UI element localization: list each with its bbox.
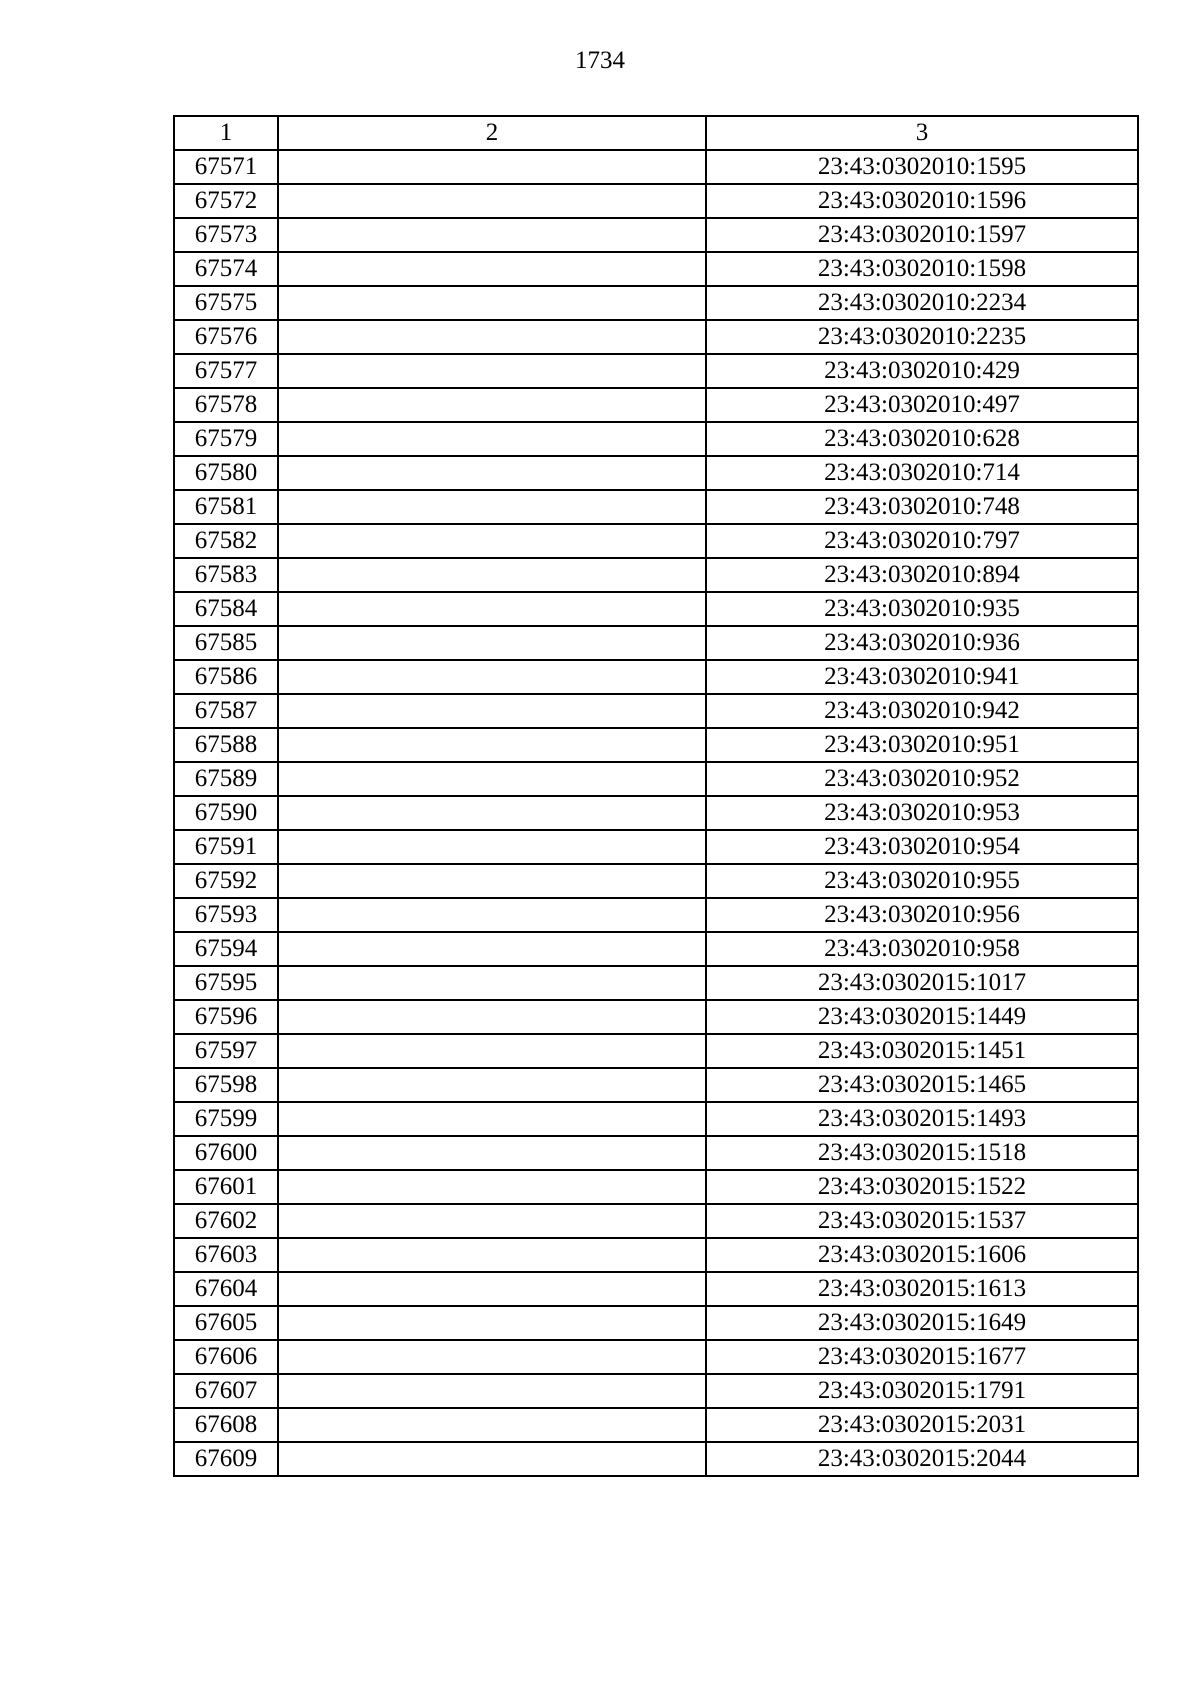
cadastral-number-cell: 23:43:0302010:748 bbox=[706, 490, 1138, 524]
column-2-cell bbox=[278, 762, 706, 796]
table-row bbox=[174, 1374, 1138, 1408]
row-number-cell: 67578 bbox=[174, 388, 278, 422]
table-row bbox=[174, 1170, 1138, 1204]
cadastral-number-cell: 23:43:0302010:958 bbox=[706, 932, 1138, 966]
row-number-cell: 67590 bbox=[174, 796, 278, 830]
column-2-cell bbox=[278, 1102, 706, 1136]
cadastral-number-cell: 23:43:0302010:628 bbox=[706, 422, 1138, 456]
cadastral-number-cell: 23:43:0302010:935 bbox=[706, 592, 1138, 626]
column-header-3: 3 bbox=[706, 116, 1138, 150]
table-row bbox=[174, 252, 1138, 286]
column-2-cell bbox=[278, 1408, 706, 1442]
column-2-cell bbox=[278, 660, 706, 694]
table-row bbox=[174, 524, 1138, 558]
row-number-cell: 67574 bbox=[174, 252, 278, 286]
cadastral-number-cell: 23:43:0302010:951 bbox=[706, 728, 1138, 762]
row-number-cell: 67605 bbox=[174, 1306, 278, 1340]
column-2-cell bbox=[278, 728, 706, 762]
column-header-1: 1 bbox=[174, 116, 278, 150]
table-row bbox=[174, 286, 1138, 320]
cadastral-number-cell: 23:43:0302015:1677 bbox=[706, 1340, 1138, 1374]
cadastral-number-cell: 23:43:0302015:1649 bbox=[706, 1306, 1138, 1340]
table-row bbox=[174, 1408, 1138, 1442]
row-number-cell: 67602 bbox=[174, 1204, 278, 1238]
column-2-cell bbox=[278, 864, 706, 898]
row-number-cell: 67608 bbox=[174, 1408, 278, 1442]
table-row bbox=[174, 1068, 1138, 1102]
row-number-cell: 67571 bbox=[174, 150, 278, 184]
cadastral-number-cell: 23:43:0302010:936 bbox=[706, 626, 1138, 660]
table-row bbox=[174, 490, 1138, 524]
table-header bbox=[174, 116, 1138, 150]
table-row bbox=[174, 1272, 1138, 1306]
cadastral-number-cell: 23:43:0302015:1613 bbox=[706, 1272, 1138, 1306]
column-2-cell bbox=[278, 388, 706, 422]
column-header-2: 2 bbox=[278, 116, 706, 150]
cadastral-number-cell: 23:43:0302015:2044 bbox=[706, 1442, 1138, 1476]
cadastral-table bbox=[173, 115, 1139, 1477]
cadastral-number-cell: 23:43:0302010:797 bbox=[706, 524, 1138, 558]
cadastral-number-cell: 23:43:0302010:942 bbox=[706, 694, 1138, 728]
cadastral-number-cell: 23:43:0302010:1596 bbox=[706, 184, 1138, 218]
table-row bbox=[174, 864, 1138, 898]
table-row bbox=[174, 218, 1138, 252]
column-2-cell bbox=[278, 1136, 706, 1170]
column-2-cell bbox=[278, 592, 706, 626]
table-row bbox=[174, 354, 1138, 388]
cadastral-number-cell: 23:43:0302010:954 bbox=[706, 830, 1138, 864]
row-number-cell: 67589 bbox=[174, 762, 278, 796]
row-number-cell: 67606 bbox=[174, 1340, 278, 1374]
table-row bbox=[174, 592, 1138, 626]
cadastral-number-cell: 23:43:0302015:1518 bbox=[706, 1136, 1138, 1170]
row-number-cell: 67598 bbox=[174, 1068, 278, 1102]
column-2-cell bbox=[278, 320, 706, 354]
table-row bbox=[174, 796, 1138, 830]
row-number-cell: 67588 bbox=[174, 728, 278, 762]
row-number-cell: 67595 bbox=[174, 966, 278, 1000]
table-row bbox=[174, 762, 1138, 796]
table-row bbox=[174, 1204, 1138, 1238]
column-2-cell bbox=[278, 1374, 706, 1408]
row-number-cell: 67583 bbox=[174, 558, 278, 592]
cadastral-number-cell: 23:43:0302015:1537 bbox=[706, 1204, 1138, 1238]
column-2-cell bbox=[278, 1068, 706, 1102]
table-row bbox=[174, 422, 1138, 456]
column-2-cell bbox=[278, 830, 706, 864]
cadastral-number-cell: 23:43:0302010:1597 bbox=[706, 218, 1138, 252]
column-2-cell bbox=[278, 1272, 706, 1306]
column-2-cell bbox=[278, 796, 706, 830]
column-2-cell bbox=[278, 966, 706, 1000]
row-number-cell: 67604 bbox=[174, 1272, 278, 1306]
column-2-cell bbox=[278, 286, 706, 320]
cadastral-number-cell: 23:43:0302010:2235 bbox=[706, 320, 1138, 354]
column-2-cell bbox=[278, 1306, 706, 1340]
column-2-cell bbox=[278, 558, 706, 592]
cadastral-number-cell: 23:43:0302010:956 bbox=[706, 898, 1138, 932]
cadastral-number-cell: 23:43:0302015:1017 bbox=[706, 966, 1138, 1000]
column-2-cell bbox=[278, 218, 706, 252]
row-number-cell: 67580 bbox=[174, 456, 278, 490]
row-number-cell: 67597 bbox=[174, 1034, 278, 1068]
row-number-cell: 67573 bbox=[174, 218, 278, 252]
row-number-cell: 67600 bbox=[174, 1136, 278, 1170]
table-row bbox=[174, 728, 1138, 762]
cadastral-number-cell: 23:43:0302015:1522 bbox=[706, 1170, 1138, 1204]
cadastral-number-cell: 23:43:0302015:1791 bbox=[706, 1374, 1138, 1408]
row-number-cell: 67609 bbox=[174, 1442, 278, 1476]
table-row bbox=[174, 966, 1138, 1000]
column-2-cell bbox=[278, 694, 706, 728]
column-2-cell bbox=[278, 1442, 706, 1476]
row-number-cell: 67586 bbox=[174, 660, 278, 694]
column-2-cell bbox=[278, 524, 706, 558]
column-2-cell bbox=[278, 354, 706, 388]
cadastral-number-cell: 23:43:0302010:955 bbox=[706, 864, 1138, 898]
column-2-cell bbox=[278, 932, 706, 966]
row-number-cell: 67587 bbox=[174, 694, 278, 728]
column-2-cell bbox=[278, 1034, 706, 1068]
table-row bbox=[174, 388, 1138, 422]
table-row bbox=[174, 1000, 1138, 1034]
row-number-cell: 67584 bbox=[174, 592, 278, 626]
cadastral-number-cell: 23:43:0302010:941 bbox=[706, 660, 1138, 694]
column-2-cell bbox=[278, 490, 706, 524]
row-number-cell: 67601 bbox=[174, 1170, 278, 1204]
table-row bbox=[174, 320, 1138, 354]
table-row bbox=[174, 150, 1138, 184]
header-row bbox=[174, 116, 1138, 150]
table-row bbox=[174, 660, 1138, 694]
cadastral-number-cell: 23:43:0302010:497 bbox=[706, 388, 1138, 422]
table-row bbox=[174, 1238, 1138, 1272]
table-row bbox=[174, 1442, 1138, 1476]
column-2-cell bbox=[278, 184, 706, 218]
cadastral-number-cell: 23:43:0302015:1493 bbox=[706, 1102, 1138, 1136]
row-number-cell: 67592 bbox=[174, 864, 278, 898]
table-row bbox=[174, 1306, 1138, 1340]
row-number-cell: 67572 bbox=[174, 184, 278, 218]
cadastral-number-cell: 23:43:0302010:953 bbox=[706, 796, 1138, 830]
table-row bbox=[174, 694, 1138, 728]
column-2-cell bbox=[278, 422, 706, 456]
table-row bbox=[174, 456, 1138, 490]
row-number-cell: 67599 bbox=[174, 1102, 278, 1136]
cadastral-number-cell: 23:43:0302010:1598 bbox=[706, 252, 1138, 286]
cadastral-number-cell: 23:43:0302010:714 bbox=[706, 456, 1138, 490]
column-2-cell bbox=[278, 1204, 706, 1238]
row-number-cell: 67579 bbox=[174, 422, 278, 456]
row-number-cell: 67603 bbox=[174, 1238, 278, 1272]
table-row bbox=[174, 626, 1138, 660]
column-2-cell bbox=[278, 150, 706, 184]
row-number-cell: 67594 bbox=[174, 932, 278, 966]
column-2-cell bbox=[278, 1000, 706, 1034]
row-number-cell: 67576 bbox=[174, 320, 278, 354]
row-number-cell: 67582 bbox=[174, 524, 278, 558]
table-row bbox=[174, 830, 1138, 864]
row-number-cell: 67575 bbox=[174, 286, 278, 320]
cadastral-number-cell: 23:43:0302010:894 bbox=[706, 558, 1138, 592]
row-number-cell: 67577 bbox=[174, 354, 278, 388]
table-body bbox=[174, 150, 1138, 1476]
table-row bbox=[174, 1340, 1138, 1374]
table-row bbox=[174, 1034, 1138, 1068]
row-number-cell: 67593 bbox=[174, 898, 278, 932]
table-row bbox=[174, 898, 1138, 932]
column-2-cell bbox=[278, 626, 706, 660]
column-2-cell bbox=[278, 1170, 706, 1204]
table-row bbox=[174, 184, 1138, 218]
page-number: 1734 bbox=[575, 47, 625, 74]
cadastral-number-cell: 23:43:0302010:2234 bbox=[706, 286, 1138, 320]
row-number-cell: 67585 bbox=[174, 626, 278, 660]
row-number-cell: 67607 bbox=[174, 1374, 278, 1408]
row-number-cell: 67581 bbox=[174, 490, 278, 524]
cadastral-number-cell: 23:43:0302015:1606 bbox=[706, 1238, 1138, 1272]
cadastral-number-cell: 23:43:0302010:429 bbox=[706, 354, 1138, 388]
cadastral-number-cell: 23:43:0302015:1465 bbox=[706, 1068, 1138, 1102]
cadastral-number-cell: 23:43:0302010:1595 bbox=[706, 150, 1138, 184]
column-2-cell bbox=[278, 1238, 706, 1272]
table-row bbox=[174, 1136, 1138, 1170]
column-2-cell bbox=[278, 1340, 706, 1374]
column-2-cell bbox=[278, 252, 706, 286]
table-row bbox=[174, 932, 1138, 966]
cadastral-number-cell: 23:43:0302010:952 bbox=[706, 762, 1138, 796]
row-number-cell: 67591 bbox=[174, 830, 278, 864]
cadastral-number-cell: 23:43:0302015:2031 bbox=[706, 1408, 1138, 1442]
cadastral-number-cell: 23:43:0302015:1449 bbox=[706, 1000, 1138, 1034]
table-row bbox=[174, 558, 1138, 592]
column-2-cell bbox=[278, 456, 706, 490]
column-2-cell bbox=[278, 898, 706, 932]
table-row bbox=[174, 1102, 1138, 1136]
row-number-cell: 67596 bbox=[174, 1000, 278, 1034]
cadastral-number-cell: 23:43:0302015:1451 bbox=[706, 1034, 1138, 1068]
